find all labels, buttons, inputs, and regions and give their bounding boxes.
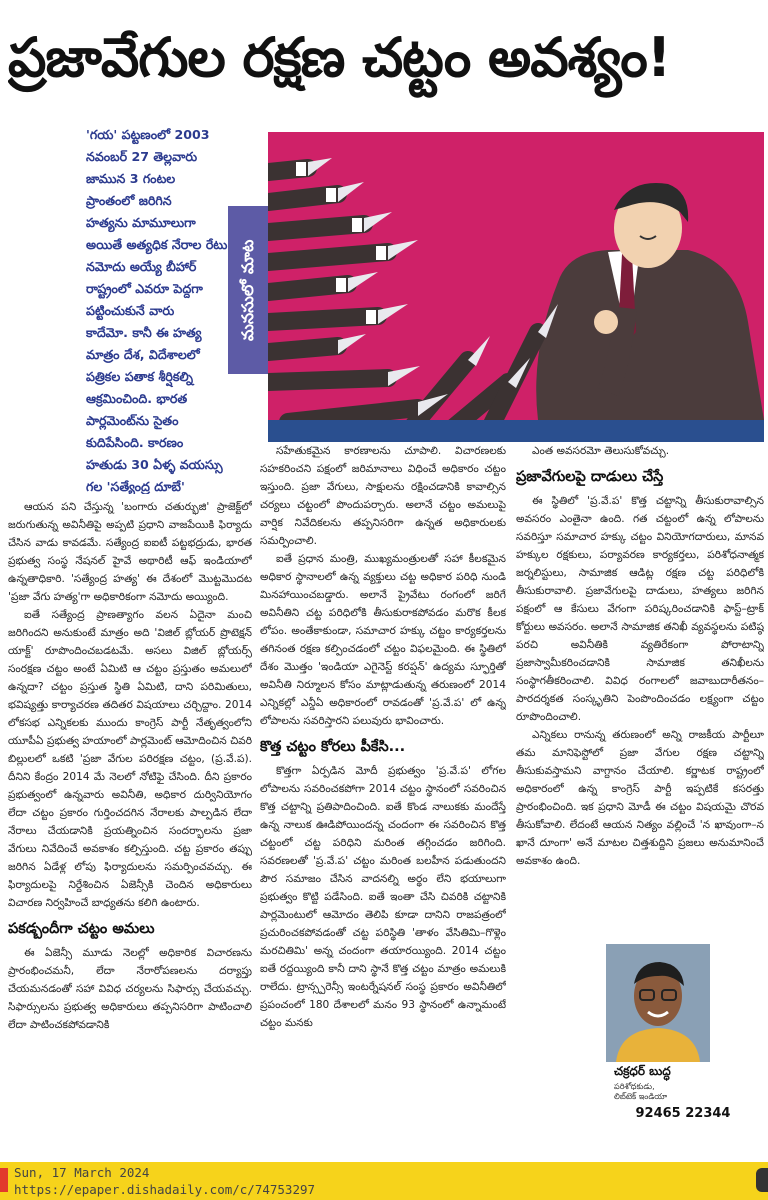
pull-quote-line: పట్టించుకునే వారు <box>86 303 175 318</box>
pull-quote-line: కుదిపేసింది. కారణం <box>86 435 184 450</box>
pull-quote-line: 'గయ' పట్టణంలో 2003 <box>86 127 210 142</box>
paragraph: ఈ స్థితిలో 'ప్ర.వే.ప' కొత్త చట్టాన్ని తీసుకురావాల్సిన అవసరం ఎంతైనా ఉంది. గత చట్టంలో ఉన్న లోపాలను సవరిస్తూ సమాచార హక్కు చట్టం వినియోగదారులు, మానవ హక్కుల రక్షకులు, పర్యావరణ కార్యకర్తలు, పరిశోధనాత్మక జర్నలిస్టులు, సామాజిక ఆడిట్ల రక్షణ చట్ట పరిధిలోకి తీసుకురావాలి. ప్రజావేగులపై దాడులు, హత్యలు జరిగిన పక్షంలో ఆ కేసులు వేగంగా పరిష్కరించడానికి ఫాస్ట్–ట్రాక్ కోర్టులు అవసరం. అలానే సామాజిక తనిఖీ వ్యవస్థలను పటిష్ఠ పరచి అవినీతికి వ్యతిరేకంగా పోరాటాన్ని ప్రజాస్వామీకరించడానికి సామాజిక తనిఖీలను సంస్థాగతీకరించాలి. వివిధ రంగాలలో జవాబుదారీతనం–పారదర్శకత సంస్కృతిని పెంపొందించడం లక్ష్యంగా చట్టం రూపొందించాలి. <box>516 495 764 723</box>
subheading: ప్రజావేగులపై దాడులు చేస్తే <box>516 469 664 485</box>
pull-quote-line: కాదేమో. కానీ ఈ హత్య <box>86 325 202 340</box>
pull-quote-line: ఆక్రమించింది. భారత <box>86 391 188 406</box>
author-role <box>614 1082 760 1102</box>
section-label: మనసులో మాట <box>228 206 268 374</box>
subheading: పకడ్బందీగా చట్టం అమలు <box>8 921 155 937</box>
headline: ప్రజావేగుల రక్షణ చట్టం అవశ్యం! <box>8 26 671 89</box>
pull-quote-line: నమోదు అయ్యే బీహార్ <box>86 259 197 274</box>
pull-quote-line: గల 'సత్యేంద్ర దూబే' <box>86 479 185 494</box>
column-2 <box>260 442 506 1142</box>
author-role-line: పరిశోధకుడు, <box>614 1082 655 1091</box>
pull-quote-line: పార్లమెంట్‌ను సైతం <box>86 413 179 428</box>
author-name: చక్రధర్ బుద్ధ <box>614 1064 671 1078</box>
backstab-illustration <box>268 132 764 442</box>
pull-quote-line: హతుడు 30 ఏళ్ళ వయస్సు <box>86 457 223 472</box>
illustration-floor <box>268 420 764 442</box>
paragraph: ఎంత అవసరమో తెలుసుకోవచ్చు. <box>532 445 670 457</box>
author-photo <box>606 944 710 1062</box>
pull-quote-line: నవంబర్ 27 తెల్లవారు <box>86 149 198 164</box>
illustration <box>268 132 764 442</box>
footer-url[interactable]: https://epaper.dishadaily.com/c/74753297 <box>14 1182 316 1197</box>
footer-bar <box>0 1162 768 1200</box>
column-1 <box>8 498 252 1140</box>
author-phone: 92465 22344 <box>635 1106 731 1121</box>
pull-quote-line: పత్రికల పతాక శీర్షికల్ని <box>86 369 194 384</box>
pull-quote-line: రాష్ట్రంలో ఎవరూ పెద్దగా <box>86 281 203 296</box>
author-box <box>606 944 760 1130</box>
subheading: కొత్త చట్టం కోరలు పీకేసి... <box>260 739 406 755</box>
paragraph: ఐతే సత్యేంద్ర ప్రాణత్యాగం వలన ఏదైనా మంచి జరిగిందని అనుకుంటే మాత్రం అది 'విజిల్ బ్లోయర్ ప్రొటెక్షన్ యాక్ట్' రూపొందించబడటమే. అసలు విజిల్ బ్లోయర్స్ సంరక్షణ చట్టం అంటే ఏమిటి ఆ చట్టం ప్రస్తుతం అమలులో ఉన్నదా? చట్టం ప్రస్తుత స్థితి ఏమిటి, దాని పరిమితులు, భవిష్యత్తు కార్యాచరణ తదితర విషయాలు చర్చిద్దాం. 2014 లోకసభ ఎన్నికలకు ముందు కాంగ్రెస్ పార్టీ నేతృత్వంలోని యూపీఏ ప్రభుత్వ హయాంలో పార్లమెంట్ ఆమోదించిన చివరి బిల్లులలో ఒకటి 'ప్రజా వేగుల పరిరక్షణ చట్టం, (ప్ర.వే.ప). దీనిని కేంద్రం 2014 మే నెలలో నోటిఫై చేసింది. దీని ప్రకారం ప్రభుత్వంలో ఉన్నవారు అవినీతి, అధికార దుర్వినియోగం లేదా చట్టం ప్రకారం గుర్తించదగిన నేరాలకు పాల్పడిన లేదా నేరాలు చేయడానికి ప్రయత్నించిన సందర్భాలను ప్రజా వేగులు నివేదించే అవకాశం కల్పిస్తుంది. చట్ట ప్రకారం తప్పు జరిగిన ఏడేళ్ల లోపు ఫిర్యాదులను సమర్పించవచ్చు. ఈ ఫిర్యాదులపై నిర్దేశించిన ఏజెన్సీకి చెందిన అధికారులు విచారణ నిర్వహించే బాధ్యతను కలిగి ఉంటారు. <box>8 609 252 909</box>
pull-quote-line: అయితే అత్యధిక నేరాల రేటు <box>86 237 228 252</box>
author-portrait <box>606 944 710 1062</box>
paragraph: ఆయన పని చేస్తున్న 'బంగారు చతుర్భుజి' ప్రాజెక్ట్‌లో జరుగుతున్న అవినీతిపై అప్పటి ప్రధాని వాజపేయికి ఫిర్యాదు చేసిన వాడు కావడమే. సత్యేంద్ర ఐఐటీ పట్టభద్రుడు, భారత ప్రభుత్వ సంస్థ నేషనల్ హైవే అథారిటీ ఆఫ్ ఇండియాలో ఉన్నతాధికారి. 'సత్యేంద్ర హత్య' ఈ దేశంలో మొట్టమొదట 'ప్రజా వేగు హత్య'గా అధికారికంగా నమోదు అయ్యింది. <box>8 501 252 603</box>
pull-quote-line: మాత్రం దేశ, విదేశాలలో <box>86 347 200 362</box>
paragraph: ఐతే ప్రధాన మంత్రి, ముఖ్యమంత్రులతో సహా కీలకమైన అధికార స్థానాలలో ఉన్న వ్యక్తులు చట్ట అధికార పరిధి నుండి మినహాయించబడ్డారు. అలానే ప్రైవేటు రంగంలో జరిగే అవినీతిని చట్ట పరిధిలోకి తీసుకురాకపోవడం మరొక కీలక లోపం. అంతేకాకుండా, సమాచార హక్కు చట్టం కార్యకర్తలను తగినంత రక్షణ కల్పించడంలో చట్టం విఫలమైంది. ఈ స్థితిలో దేశం మొత్తం 'ఇండియా ఎగైనెస్ట్ కరప్షన్' ఉద్యమ స్ఫూర్తితో అవినీతి నిర్మూలన కోసం మాట్లాడుతున్న తరుణంలో 2014 ఎన్నికల్లో ఎన్డీఏ అధికారంలో రావడంతో 'ప్ర.వే.ప' లో ఉన్న లోపాలను సవరిస్తారని పలువురు భావించారు. <box>260 553 506 727</box>
paragraph: సహేతుకమైన కారణాలను చూపాలి. విచారణలకు సహకరించని పక్షంలో జరిమానాలు విధించే అధికారం చట్టం ఇస్తుంది. ప్రజా వేగులు, సాక్షులను రక్షించడానికి కావాల్సిన చర్యలు చట్టంలో పొందుపర్చారు. అలానే చట్టం అమలుపై వార్షిక నివేదికలను తప్పనిసరిగా ఉన్నత అధికారులకు సమర్పించాలి. <box>260 445 506 547</box>
paragraph: కొత్తగా ఏర్పడిన మోదీ ప్రభుత్వం 'ప్ర.వే.ప' లోగల లోపాలను సవరించకపోగా 2014 చట్టం స్థానంలో సవరించిన కొత్త చట్టాన్ని ప్రతిపాదించింది. ఐతే కొండ నాలుకకు మందేస్తే ఉన్న నాలుక ఊడిపోయిందన్న చందంగా ఈ సవరించిన కొత్త చట్టంలో చట్ట పరిధిని మరింత తగ్గించడం జరిగింది. సవరణలతో 'ప్ర.వే.ప' చట్టం మరింత బలహీన పడుతుందని పౌర సమాజం చేసిన వాదనల్ని అర్థం లేని భయాలుగా ప్రభుత్వం కొట్టి పడేసింది. ఐతే ఇంతా చేసి చివరికి చట్టానికి పార్లమెంటులో ఆమోదం తెలిపి కూడా దానిని రాజపత్రంలో ప్రచురించకపోవడంతో చట్ట పరిస్థితి 'తాళం వేసితిమి–గొళ్లెం మరచితిమి' అన్న చందంగా తయారయ్యింది. 2014 చట్టం ఐతే రద్దయ్యింది కానీ దాని స్థానే కొత్త చట్టం మాత్రం అమలుకి రాలేదు. ట్రాన్స్పరెన్సీ ఇంటర్నేషనల్ సంస్థ ప్రకారం అవినీతిలో ప్రపంచంలో 180 దేశాలలో మనం 93 స్థానంలో ఉన్నామంటే చట్టం మనకు <box>260 765 506 1029</box>
pull-quote-line: హత్యను మామూలుగా <box>86 215 196 230</box>
man-figure <box>536 183 764 420</box>
column-3 <box>516 442 764 942</box>
paragraph: ఈ ఏజెన్సీ మూడు నెలల్లో అధికారిక విచారణను ప్రారంభించమనీ, లేదా నేరారోపణలను దర్యాప్తు చేయమనడంతో సహా వివిధ చర్యలను సిఫార్సు చేయవచ్చు. సిఫార్సులను ప్రభుత్వ అధికారులు తప్పనిసరిగా పాటించాలి లేదా పాటించకపోవడానికి <box>8 947 252 1031</box>
pull-quote-line: ప్రాంతంలో జరిగిన <box>86 193 172 208</box>
pull-quote-line: జామున 3 గంటల <box>86 171 176 186</box>
corner-badge-icon <box>756 1168 768 1192</box>
author-role-line: లిబ్‌టెక్ ఇండియా <box>614 1092 668 1101</box>
brand-logo-icon <box>0 1168 8 1192</box>
arms-with-knives <box>268 168 538 432</box>
footer-date: Sun, 17 March 2024 <box>14 1165 150 1180</box>
paragraph: ఎన్నికలు రానున్న తరుణంలో అన్ని రాజకీయ పార్టీలూ తమ మానిఫెస్టోలో ప్రజా వేగుల రక్షణ చట్టాన్ని తీసుకువస్తామని వాగ్దానం చేయాలి. కర్ణాటక రాష్ట్రంలో అధికారంలో ఉన్న కాంగ్రెస్ పార్టీ ఇప్పటికే కసరత్తు ప్రారంభించింది. ఇక ప్రధాని మోడీ ఈ చట్టం విషయమై చొరవ తీసుకోవాలి. లేదంటే ఆయన నిత్యం వల్లించే 'న ఖావుంగా–న ఖానే దూంగా' అనే మాటల చిత్తశుద్దిని ప్రజలు అనుమానించే అవకాశం ఉంది. <box>516 729 764 867</box>
